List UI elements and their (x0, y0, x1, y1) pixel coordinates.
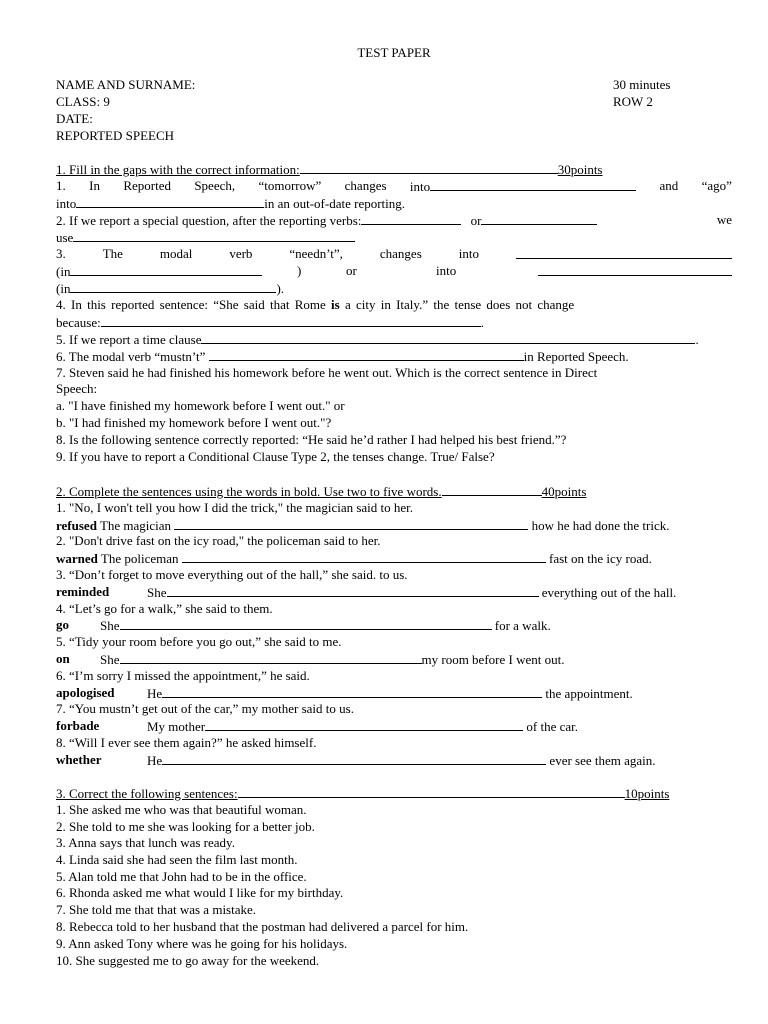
answer-blank[interactable] (70, 279, 276, 293)
answer-blank[interactable] (162, 751, 546, 765)
answer-blank[interactable] (101, 313, 481, 327)
s1-q2-cont: use (56, 228, 732, 245)
s1-q9: 9. If you have to report a Conditional Clause Type 2, the tenses change. True/ False? (56, 449, 495, 464)
answer-blank[interactable] (205, 717, 523, 731)
keyword: warned (56, 551, 98, 566)
s1-q7-option-a: a. "I have finished my homework before I went out." or (56, 398, 345, 413)
answer-blank[interactable] (430, 177, 636, 191)
keyword: refused (56, 518, 97, 533)
s1-q4: 4. In this reported sentence: “She said that Rome is a city in Italy.” the tense does not change (56, 297, 575, 312)
keyword: reminded (56, 584, 110, 599)
keyword: apologised (56, 685, 115, 700)
class-label: CLASS: 9 (56, 94, 110, 109)
keyword: forbade (56, 718, 100, 733)
s2-question: 3. “Don’t forget to move everything out of the hall,” she said. to us. (56, 567, 408, 582)
s1-q6: 6. The modal verb “mustn’t” in Reported Speech. (56, 349, 629, 364)
s2-answer-line: refused The magician how he had done the trick. (56, 518, 670, 533)
s1-q4-cont: because: . (56, 315, 485, 330)
s1-q1: 1. In Reported Speech, “tomorrow” changes into and “ago” (56, 178, 732, 194)
s3-sentence: 3. Anna says that lunch was ready. (56, 835, 235, 850)
keyword: on (56, 651, 70, 666)
s3-sentence: 8. Rebecca told to her husband that the postman had delivered a parcel for him. (56, 919, 469, 934)
s3-sentence: 6. Rhonda asked me what would I like for my birthday. (56, 885, 344, 900)
section1-points: 30points (557, 162, 603, 177)
keyword: go (56, 617, 69, 632)
s2-question: 7. “You mustn’t get out of the car,” my mother said to us. (56, 701, 354, 716)
section3-heading: 3. Correct the following sentences: 10points (56, 786, 670, 801)
answer-blank[interactable] (481, 211, 597, 225)
s3-sentence: 5. Alan told me that John had to be in the office. (56, 869, 307, 884)
s1-q7-cont: Speech: (56, 381, 98, 396)
s3-sentence: 4. Linda said she had seen the film last month. (56, 852, 298, 867)
answer-blank[interactable] (174, 516, 528, 530)
name-label: NAME AND SURNAME: (56, 77, 196, 92)
s2-question: 2. "Don't drive fast on the icy road," the policeman said to her. (56, 533, 381, 548)
answer-blank[interactable] (209, 347, 524, 361)
s2-answer-line: on She my room before I went out. (56, 651, 565, 667)
s3-sentence: 9. Ann asked Tony where was he going for his holidays. (56, 936, 348, 951)
section1-heading: 1. Fill in the gaps with the correct information: 30points (56, 162, 603, 177)
answer-blank[interactable] (516, 245, 732, 259)
date-label: DATE: (56, 111, 93, 126)
time-limit: 30 minutes (613, 77, 671, 92)
answer-blank[interactable] (167, 583, 539, 597)
topic-label: REPORTED SPEECH (56, 128, 175, 143)
s2-answer-line: warned The policeman fast on the icy road. (56, 551, 652, 566)
name-line (56, 76, 732, 93)
s2-question: 8. “Will I ever see them again?” he asked himself. (56, 735, 317, 750)
answer-blank[interactable] (73, 228, 355, 242)
answer-blank[interactable] (182, 549, 546, 563)
s3-sentence: 1. She asked me who was that beautiful woman. (56, 802, 307, 817)
s1-q3: 3. The modal verb “needn’t”, changes into (56, 245, 732, 262)
answer-blank[interactable] (76, 194, 264, 208)
answer-blank[interactable] (70, 262, 262, 276)
s1-q5: 5. If we report a time clause . (56, 332, 699, 347)
section2-heading: 2. Complete the sentences using the words in bold. Use two to five words. 40points (56, 484, 587, 499)
answer-blank[interactable] (538, 262, 732, 276)
answer-blank[interactable] (162, 684, 542, 698)
s2-answer-line: whether He ever see them again. (56, 752, 656, 768)
answer-blank[interactable] (120, 650, 422, 664)
s1-q8: 8. Is the following sentence correctly reported: “He said he’d rather I had helped his best friend.”? (56, 432, 567, 447)
keyword: whether (56, 752, 102, 767)
answer-blank[interactable] (201, 330, 695, 344)
s3-sentence: 2. She told to me she was looking for a better job. (56, 819, 315, 834)
s2-question: 6. “I’m sorry I missed the appointment,” he said. (56, 668, 310, 683)
s3-sentence: 10. She suggested me to go away for the weekend. (56, 953, 320, 968)
s3-sentence: 7. She told me that that was a mistake. (56, 902, 257, 917)
s1-q1-cont: into in an out-of-date reporting. (56, 196, 406, 211)
page-title: TEST PAPER (357, 45, 431, 60)
s2-answer-line: reminded She everything out of the hall. (56, 584, 677, 600)
section3-points: 10points (624, 786, 670, 801)
s2-question: 5. “Tidy your room before you go out,” she said to me. (56, 634, 342, 649)
answer-blank[interactable] (361, 211, 461, 225)
s1-q3-cont: (in ) or into (56, 262, 732, 279)
s1-q3-end: (in ). (56, 281, 285, 296)
row-label: ROW 2 (613, 94, 653, 109)
s2-question: 4. “Let’s go for a walk,” she said to them. (56, 601, 273, 616)
s2-answer-line: apologised He the appointment. (56, 685, 633, 701)
s2-question: 1. "No, I won't tell you how I did the trick," the magician said to her. (56, 500, 414, 515)
section2-points: 40points (541, 484, 587, 499)
class-line (56, 93, 732, 110)
s1-q7: 7. Steven said he had finished his homework before he went out. Which is the correct sentence in Direct (56, 365, 598, 380)
answer-blank[interactable] (120, 616, 492, 630)
s1-q7-option-b: b. "I had finished my homework before I went out."? (56, 415, 332, 430)
s1-q2: 2. If we report a special question, after the reporting verbs: or we (56, 212, 732, 228)
s2-answer-line: go She for a walk. (56, 617, 551, 633)
s2-answer-line: forbade My mother of the car. (56, 718, 579, 734)
